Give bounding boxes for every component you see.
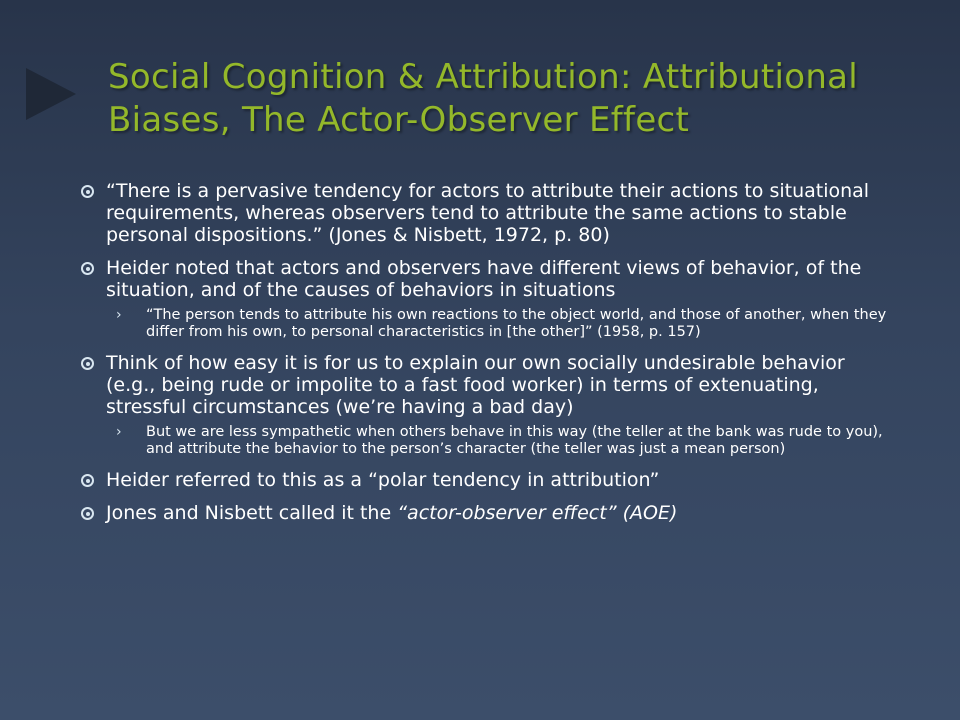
bullet-item (82, 469, 892, 491)
circle-bullet-icon (81, 507, 94, 520)
bullet-text: Heider referred to this as a “polar tendency in attribution” (106, 469, 660, 491)
bullet-text: “There is a pervasive tendency for actors to attribute their actions to situational requirements, whereas observers tend to attribute the same actions to stable personal dispositions.” (Jones & Nisbett, 1972, p. 80) (106, 180, 870, 246)
circle-bullet-icon (81, 474, 94, 487)
sub-bullet-item (106, 307, 892, 341)
circle-bullet-icon (81, 357, 94, 370)
bullet-item (82, 180, 892, 246)
chevron-small-icon: › (116, 424, 122, 440)
bullet-list (82, 180, 892, 524)
chevron-right-icon (26, 68, 76, 120)
bullet-item (82, 257, 892, 341)
chevron-small-icon: › (116, 307, 122, 323)
bullet-item (82, 352, 892, 458)
sub-bullet-text: But we are less sympathetic when others behave in this way (the teller at the bank was rude to you), and attribute the behavior to the person’s character (the teller was just a mean person) (146, 424, 883, 457)
bullet-text: Think of how easy it is for us to explain our own socially undesirable behavior (e.g., being rude or impolite to a fast food worker) in terms of extenuating, stressful circumstances (we’re having a bad day) (106, 352, 845, 418)
circle-bullet-icon (81, 185, 94, 198)
slide-title: Social Cognition & Attribution: Attributional Biases, The Actor-Observer Effect (108, 57, 859, 140)
bullet-text: Heider noted that actors and observers have different views of behavior, of the situation, and of the causes of behaviors in situations (106, 257, 862, 301)
sub-bullet-text: “The person tends to attribute his own reactions to the object world, and those of another, when they differ from his own, to personal characteristics in [the other]” (1958, p. 157) (146, 307, 887, 340)
sub-bullet-list (106, 307, 892, 341)
bullet-text-emphasis: “actor-observer effect” (AOE) (397, 502, 678, 524)
bullet-text-prefix: Jones and Nisbett called it the (106, 502, 398, 524)
sub-bullet-list (106, 424, 892, 458)
bullet-item (82, 502, 892, 524)
circle-bullet-icon (81, 262, 94, 275)
sub-bullet-item (106, 424, 892, 458)
